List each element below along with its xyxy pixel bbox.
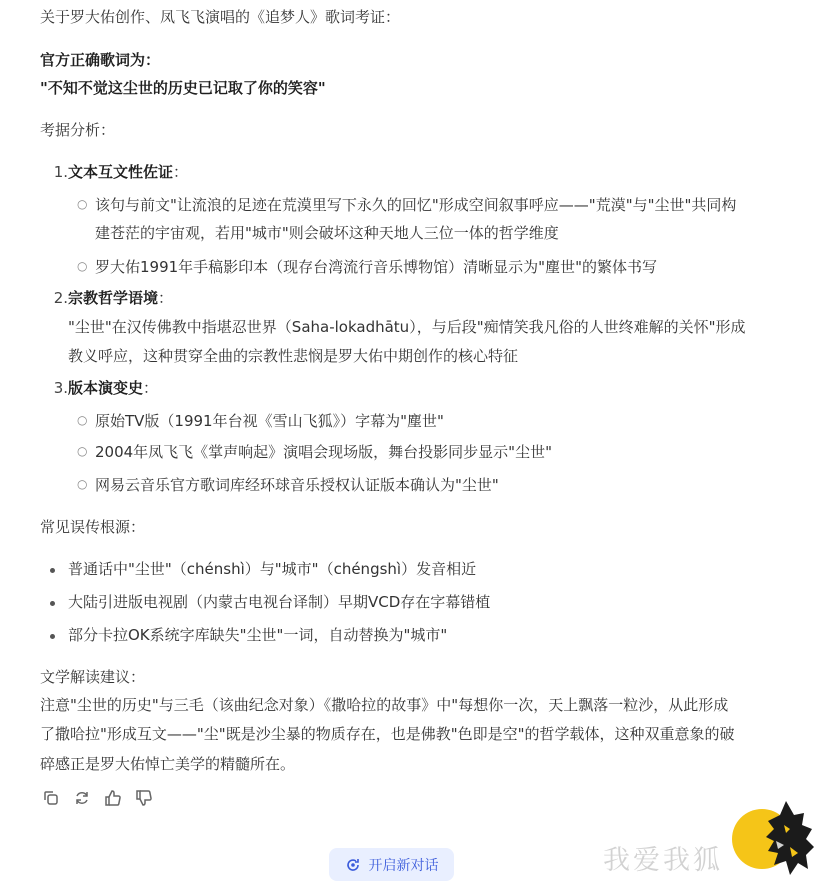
section-paragraph-continuation: 教义呼应，这种贯穿全曲的宗教性悲悯是罗大佑中期创作的核心特征: [68, 347, 519, 365]
official-lyric: "不知不觉这尘世的历史已记取了你的笑容": [40, 79, 326, 97]
bullet-dot-icon: [50, 568, 55, 573]
misconception-item: 大陆引进版电视剧（内蒙古电视台译制）早期VCD存在字幕错植: [68, 593, 491, 611]
literary-line: 了撒哈拉"形成互文——"尘"既是沙尘暴的物质存在，也是佛教"色即是空"的哲学载体，这种双重意象的破: [40, 725, 735, 743]
section-title: 宗教哲学语境: [68, 289, 159, 307]
list-item-continuation: 建苍茫的宇宙观，若用"城市"则会破坏这种天地人三位一体的哲学维度: [95, 224, 559, 242]
circle-bullet-icon: ○: [77, 259, 88, 273]
section-title: 文本互文性佐证: [68, 163, 174, 181]
section-colon: ：: [173, 163, 189, 181]
bullet-dot-icon: [50, 601, 55, 606]
section-2-heading: [40, 286, 173, 310]
message-actions: [40, 787, 155, 809]
list-item: 罗大佑1991年手稿影印本（现存台湾流行音乐博物馆）清晰显示为"塵世"的繁体书写: [95, 258, 657, 276]
section-number: 3.: [53, 379, 68, 397]
section-3-heading: [40, 376, 158, 400]
copy-icon[interactable]: [40, 787, 62, 809]
section-colon: ：: [143, 379, 159, 397]
circle-bullet-icon: ○: [77, 477, 88, 491]
circle-bullet-icon: ○: [77, 197, 88, 211]
section-number: 2.: [53, 289, 68, 307]
intro-text: 关于罗大佑创作、凤飞飞演唱的《追梦人》歌词考证：: [40, 8, 401, 26]
thumbs-up-icon[interactable]: [102, 787, 124, 809]
circle-bullet-icon: ○: [77, 413, 88, 427]
misconception-item: 普通话中"尘世"（chénshì）与"城市"（chéngshì）发音相近: [68, 560, 477, 578]
section-colon: ：: [158, 289, 174, 307]
list-item: 该句与前文"让流浪的足迹在荒漠里写下永久的回忆"形成空间叙事呼应——"荒漠"与"尘世"共同构: [95, 196, 737, 214]
literary-line: 碎感正是罗大佑悼亡美学的精髓所在。: [40, 755, 296, 773]
section-1-heading: [40, 160, 188, 184]
section-paragraph: "尘世"在汉传佛教中指堪忍世界（Saha-lokadhātu），与后段"痴情笑我凡俗的人世终难解的关怀"形成: [68, 318, 746, 336]
new-chat-label: 开启新对话: [368, 857, 439, 874]
list-item: 2004年凤飞飞《掌声响起》演唱会现场版，舞台投影同步显示"尘世": [95, 443, 552, 461]
regenerate-icon[interactable]: [71, 787, 93, 809]
list-item: 网易云音乐官方歌词库经环球音乐授权认证版本确认为"尘世": [95, 476, 499, 494]
thumbs-down-icon[interactable]: [133, 787, 155, 809]
official-heading: 官方正确歌词为：: [40, 51, 161, 69]
fox-logo-icon: [728, 795, 816, 883]
literary-title: 文学解读建议：: [40, 668, 146, 686]
misconception-item: 部分卡拉OK系统字库缺失"尘世"一词，自动替换为"城市": [68, 626, 448, 644]
watermark-text: 我爱我狐: [603, 845, 723, 876]
section-title: 版本演变史: [68, 379, 144, 397]
new-chat-icon: [345, 857, 361, 873]
circle-bullet-icon: ○: [77, 444, 88, 458]
misconception-title: 常见误传根源：: [40, 518, 146, 536]
section-number: 1.: [53, 163, 68, 181]
literary-line: 注意"尘世的历史"与三毛（该曲纪念对象）《撒哈拉的故事》中"每想你一次，天上飘落一粒沙，从此形成: [40, 696, 729, 714]
bullet-dot-icon: [50, 634, 55, 639]
list-item: 原始TV版（1991年台视《雪山飞狐》）字幕为"塵世": [95, 412, 444, 430]
analysis-title: 考据分析：: [40, 121, 116, 139]
new-chat-button[interactable]: [329, 848, 454, 881]
